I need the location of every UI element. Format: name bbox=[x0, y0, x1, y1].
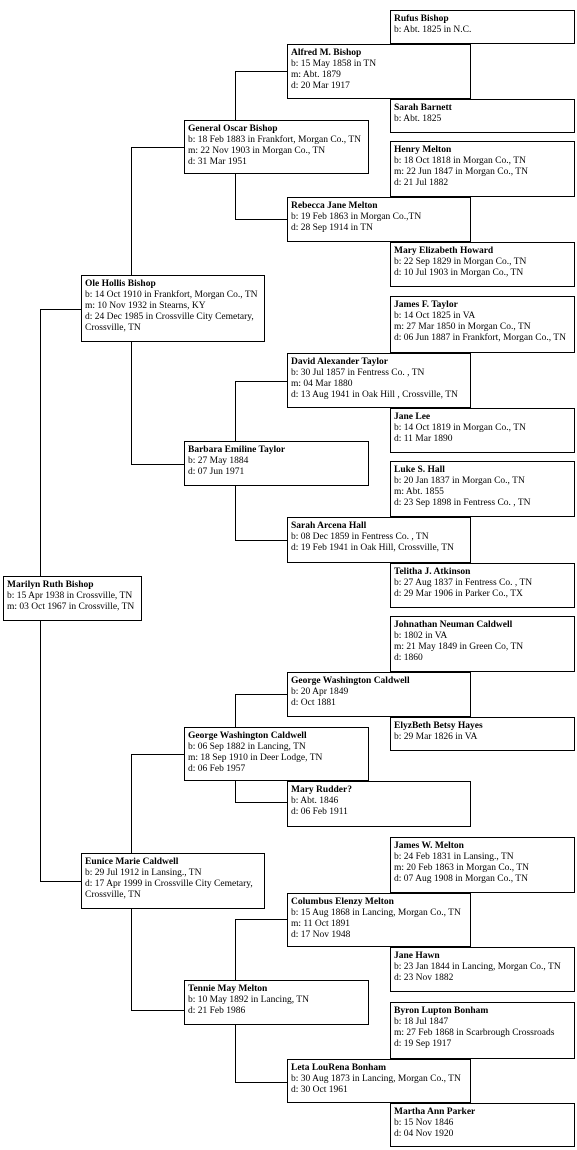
person-death: d: Oct 1881 bbox=[291, 698, 336, 708]
person-name: George Washington Caldwell bbox=[291, 676, 410, 686]
person-death: d: 21 Feb 1986 bbox=[188, 1006, 246, 1016]
person-birth: b: 29 Jul 1912 in Lansing., TN bbox=[85, 868, 202, 878]
person-name: Rufus Bishop bbox=[394, 14, 449, 24]
person-james-w-melton[interactable] bbox=[390, 837, 575, 893]
person-name: Leta LouRena Bonham bbox=[291, 1063, 387, 1073]
person-rufus-bishop[interactable] bbox=[390, 10, 575, 44]
person-death: d: 10 Jul 1903 in Morgan Co., TN bbox=[394, 268, 524, 278]
person-henry-melton[interactable] bbox=[390, 141, 575, 197]
person-leta-lourena-bonham[interactable] bbox=[287, 1059, 471, 1103]
person-general-oscar-bishop[interactable] bbox=[184, 120, 369, 174]
person-marriage: m: Abt. 1879 bbox=[291, 70, 341, 80]
person-birth: b: 22 Sep 1829 in Morgan Co., TN bbox=[394, 257, 527, 267]
person-elyzbeth-betsy-hayes[interactable] bbox=[390, 717, 575, 751]
person-birth: b: Abt. 1825 bbox=[394, 114, 442, 124]
person-marriage: m: 22 Nov 1903 in Morgan Co., TN bbox=[188, 146, 326, 156]
person-sarah-arcena-hall[interactable] bbox=[287, 517, 471, 563]
person-birth: b: Abt. 1825 in N.C. bbox=[394, 25, 472, 35]
person-birth: b: 24 Feb 1831 in Lansing., TN bbox=[394, 852, 514, 862]
person-birth: b: Abt. 1846 bbox=[291, 796, 339, 806]
person-birth: b: 08 Dec 1859 in Fentress Co. , TN bbox=[291, 532, 429, 542]
person-death: d: 06 Feb 1957 bbox=[188, 764, 246, 774]
person-death: d: 31 Mar 1951 bbox=[188, 157, 247, 167]
person-birth: b: 06 Sep 1882 in Lancing, TN bbox=[188, 742, 306, 752]
person-birth: b: 20 Jan 1837 in Morgan Co., TN bbox=[394, 476, 525, 486]
person-birth: b: 30 Aug 1873 in Lancing, Morgan Co., TN bbox=[291, 1074, 461, 1084]
person-byron-lupton-bonham[interactable] bbox=[390, 1002, 575, 1059]
person-birth: b: 20 Apr 1849 bbox=[291, 687, 349, 697]
person-johnathan-neuman-caldwell[interactable] bbox=[390, 616, 575, 672]
person-marriage: m: 11 Oct 1891 bbox=[291, 919, 351, 929]
person-marriage: m: 10 Nov 1932 in Stearns, KY bbox=[85, 301, 206, 311]
person-name: Rebecca Jane Melton bbox=[291, 201, 378, 211]
person-marriage: m: 04 Mar 1880 bbox=[291, 379, 353, 389]
person-name: Telitha J. Atkinson bbox=[394, 567, 471, 577]
person-mary-rudder[interactable] bbox=[287, 781, 471, 827]
person-death: d: 17 Apr 1999 in Crossville City Cemetary, bbox=[85, 879, 253, 889]
person-birth: b: 29 Mar 1826 in VA bbox=[394, 732, 478, 742]
person-name: Johnathan Neuman Caldwell bbox=[394, 620, 513, 630]
person-death: d: 24 Dec 1985 in Crossville City Cemetary, bbox=[85, 312, 254, 322]
person-birth: b: 14 Oct 1825 in VA bbox=[394, 311, 476, 321]
person-luke-s-hall[interactable] bbox=[390, 461, 575, 517]
person-birth: b: 15 May 1858 in TN bbox=[291, 59, 377, 69]
person-death: d: 07 Aug 1908 in Morgan Co., TN bbox=[394, 874, 528, 884]
person-name: Jane Lee bbox=[394, 412, 431, 422]
person-name: General Oscar Bishop bbox=[188, 124, 278, 134]
person-columbus-elenzy-melton[interactable] bbox=[287, 893, 471, 947]
person-name: Barbara Emiline Taylor bbox=[188, 445, 286, 455]
person-death: d: 20 Mar 1917 bbox=[291, 81, 350, 91]
person-death: d: 06 Jun 1887 in Frankfort, Morgan Co., TN bbox=[394, 333, 566, 343]
person-death: d: 17 Nov 1948 bbox=[291, 930, 351, 940]
person-marriage: m: 20 Feb 1863 in Morgan Co., TN bbox=[394, 863, 530, 873]
person-death-place: Crossville, TN bbox=[85, 890, 141, 900]
person-jane-hawn[interactable] bbox=[390, 947, 575, 992]
person-death: d: 29 Mar 1906 in Parker Co., TX bbox=[394, 589, 523, 599]
person-name: Martha Ann Parker bbox=[394, 1107, 476, 1117]
person-birth: b: 10 May 1892 in Lancing, TN bbox=[188, 995, 309, 1005]
person-name: David Alexander Taylor bbox=[291, 357, 388, 367]
person-name: Jane Hawn bbox=[394, 951, 440, 961]
person-name: James F. Taylor bbox=[394, 300, 458, 310]
person-marriage: m: 18 Sep 1910 in Deer Lodge, TN bbox=[188, 753, 323, 763]
person-birth: b: 14 Oct 1910 in Frankfort, Morgan Co., TN bbox=[85, 290, 258, 300]
person-james-f-taylor[interactable] bbox=[390, 296, 575, 353]
person-name: Sarah Arcena Hall bbox=[291, 521, 367, 531]
person-marriage: m: 21 May 1849 in Green Co, TN bbox=[394, 642, 524, 652]
person-marriage: m: 22 Jun 1847 in Morgan Co., TN bbox=[394, 167, 528, 177]
person-marriage: m: 03 Oct 1967 in Crossville, TN bbox=[7, 602, 135, 612]
person-ole-hollis-bishop[interactable] bbox=[81, 275, 265, 342]
person-tennie-may-melton[interactable] bbox=[184, 980, 369, 1025]
person-name: Ole Hollis Bishop bbox=[85, 279, 156, 289]
person-mary-elizabeth-howard[interactable] bbox=[390, 242, 575, 287]
person-birth: b: 18 Oct 1818 in Morgan Co., TN bbox=[394, 156, 526, 166]
person-death: d: 21 Jul 1882 bbox=[394, 178, 449, 188]
person-george-washington-caldwell-1882[interactable] bbox=[184, 727, 369, 781]
person-name: ElyzBeth Betsy Hayes bbox=[394, 721, 483, 731]
person-sarah-barnett[interactable] bbox=[390, 99, 575, 133]
person-birth: b: 30 Jul 1857 in Fentress Co. , TN bbox=[291, 368, 425, 378]
person-birth: b: 15 Aug 1868 in Lancing, Morgan Co., TN bbox=[291, 908, 461, 918]
person-death: d: 1860 bbox=[394, 653, 423, 663]
person-death: d: 11 Mar 1890 bbox=[394, 434, 453, 444]
person-birth: b: 14 Oct 1819 in Morgan Co., TN bbox=[394, 423, 526, 433]
person-name: Marilyn Ruth Bishop bbox=[7, 580, 94, 590]
person-name: Eunice Marie Caldwell bbox=[85, 857, 179, 867]
person-death: d: 30 Oct 1961 bbox=[291, 1085, 348, 1095]
person-marilyn-ruth-bishop[interactable] bbox=[3, 576, 142, 621]
person-death: d: 23 Sep 1898 in Fentress Co. , TN bbox=[394, 498, 531, 508]
person-death: d: 13 Aug 1941 in Oak Hill , Crossville, TN bbox=[291, 390, 458, 400]
person-name: Sarah Barnett bbox=[394, 103, 452, 113]
person-name: Mary Elizabeth Howard bbox=[394, 246, 494, 256]
person-birth: b: 15 Nov 1846 bbox=[394, 1118, 454, 1128]
person-name: James W. Melton bbox=[394, 841, 464, 851]
person-name: Henry Melton bbox=[394, 145, 452, 155]
person-david-alexander-taylor[interactable] bbox=[287, 353, 471, 408]
person-name: George Washington Caldwell bbox=[188, 731, 307, 741]
person-death: d: 28 Sep 1914 in TN bbox=[291, 223, 373, 233]
person-telitha-j-atkinson[interactable] bbox=[390, 563, 575, 608]
person-marriage: m: 27 Mar 1850 in Morgan Co., TN bbox=[394, 322, 531, 332]
person-marriage: m: Abt. 1855 bbox=[394, 487, 444, 497]
person-name: Byron Lupton Bonham bbox=[394, 1006, 489, 1016]
person-birth: b: 23 Jan 1844 in Lancing, Morgan Co., TN bbox=[394, 962, 561, 972]
person-alfred-m-bishop[interactable] bbox=[287, 44, 471, 99]
person-name: Mary Rudder? bbox=[291, 785, 352, 795]
person-death: d: 19 Feb 1941 in Oak Hill, Crossville, TN bbox=[291, 543, 454, 553]
person-jane-lee[interactable] bbox=[390, 408, 575, 453]
person-birth: b: 15 Apr 1938 in Crossville, TN bbox=[7, 591, 133, 601]
person-birth: b: 18 Jul 1847 bbox=[394, 1017, 449, 1027]
person-birth: b: 19 Feb 1863 in Morgan Co.,TN bbox=[291, 212, 422, 222]
person-barbara-emiline-taylor[interactable] bbox=[184, 441, 369, 486]
person-death: d: 19 Sep 1917 bbox=[394, 1039, 452, 1049]
person-name: Tennie May Melton bbox=[188, 984, 268, 994]
person-martha-ann-parker[interactable] bbox=[390, 1103, 575, 1147]
person-death: d: 06 Feb 1911 bbox=[291, 807, 348, 817]
person-birth: b: 27 May 1884 bbox=[188, 456, 249, 466]
person-rebecca-jane-melton[interactable] bbox=[287, 197, 471, 242]
person-death: d: 04 Nov 1920 bbox=[394, 1129, 454, 1139]
person-death-place: Crossville, TN bbox=[85, 323, 141, 333]
person-name: Luke S. Hall bbox=[394, 465, 445, 475]
person-death: d: 23 Nov 1882 bbox=[394, 973, 454, 983]
person-birth: b: 27 Aug 1837 in Fentress Co. , TN bbox=[394, 578, 533, 588]
person-birth: b: 18 Feb 1883 in Frankfort, Morgan Co., TN bbox=[188, 135, 362, 145]
person-birth: b: 1802 in VA bbox=[394, 631, 448, 641]
person-death: d: 07 Jun 1971 bbox=[188, 467, 245, 477]
person-george-washington-caldwell-1849[interactable] bbox=[287, 672, 471, 717]
person-name: Columbus Elenzy Melton bbox=[291, 897, 394, 907]
person-marriage: m: 27 Feb 1868 in Scarbrough Crossroads bbox=[394, 1028, 555, 1038]
person-eunice-marie-caldwell[interactable] bbox=[81, 853, 265, 909]
person-name: Alfred M. Bishop bbox=[291, 48, 362, 58]
